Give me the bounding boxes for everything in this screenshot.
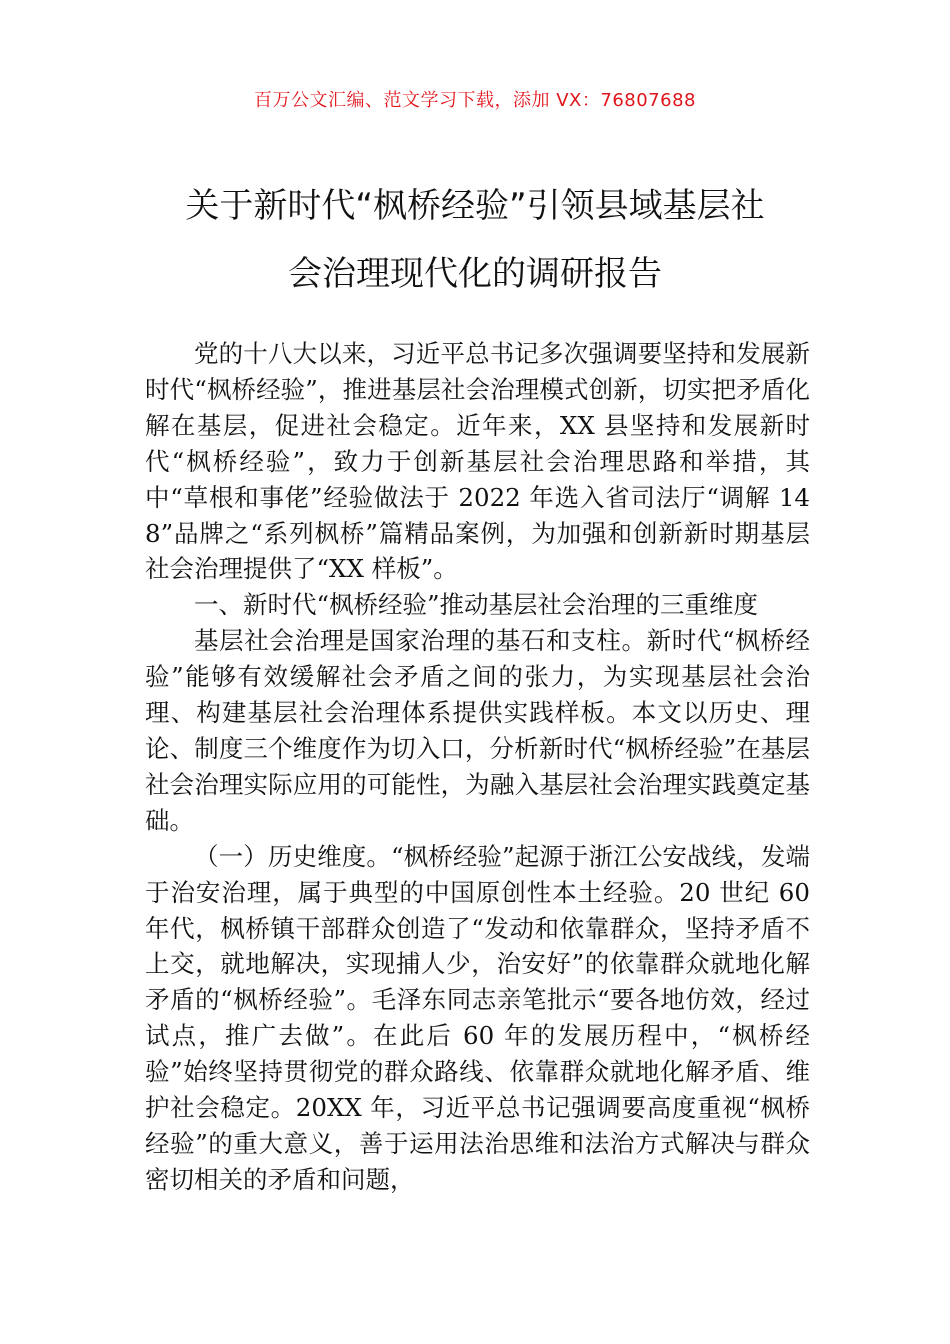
document-body (145, 336, 810, 1198)
section-heading-1: 一、新时代“枫桥经验”推动基层社会治理的三重维度 (194, 590, 759, 620)
document-title-line-1: 关于新时代“枫桥经验”引领县域基层社 (185, 186, 765, 226)
document-title (0, 172, 950, 308)
paragraph-intro: 党的十八大以来，习近平总书记多次强调要坚持和发展新时代“枫桥经验”，推进基层社会治理模式创新，切实把矛盾化解在基层，促进社会稳定。近年来，XX 县坚持和发展新时代“枫桥经验”，致力于创新基层社会治理思路和举措，其中“草根和事佬”经验做法于 2022 年选入省司法厅“调解 148”品牌之“系列枫桥”篇精品案例，为加强和创新新时期基层社会治理提供了“XX 样板”。 (145, 339, 810, 584)
header-note: 百万公文汇编、范文学习下载，添加 VX：76807688 (254, 90, 696, 111)
paragraph-historical-dimension: （一）历史维度。“枫桥经验”起源于浙江公安战线，发端于治安治理，属于典型的中国原创性本土经验。20 世纪 60 年代，枫桥镇干部群众创造了“发动和依靠群众，坚持矛盾不上交，就地解决，实现捕人少，治安好”的依靠群众就地化解矛盾的“枫桥经验”。毛泽东同志亲笔批示“要各地仿效，经过试点，推广去做”。在此后 60 年的发展历程中，“枫桥经验”始终坚持贯彻党的群众路线、依靠群众就地化解矛盾、维护社会稳定。20XX 年，习近平总书记强调要高度重视“枫桥经验”的重大意义，善于运用法治思维和法治方式解决与群众密切相关的矛盾和问题， (145, 841, 810, 1194)
document-title-line-2: 会治理现代化的调研报告 (288, 254, 662, 294)
paragraph-section-1-intro: 基层社会治理是国家治理的基石和支柱。新时代“枫桥经验”能够有效缓解社会矛盾之间的张力，为实现基层社会治理、构建基层社会治理体系提供实践样板。本文以历史、理论、制度三个维度作为切入口，分析新时代“枫桥经验”在基层社会治理实际应用的可能性，为融入基层社会治理实践奠定基础。 (145, 626, 810, 835)
